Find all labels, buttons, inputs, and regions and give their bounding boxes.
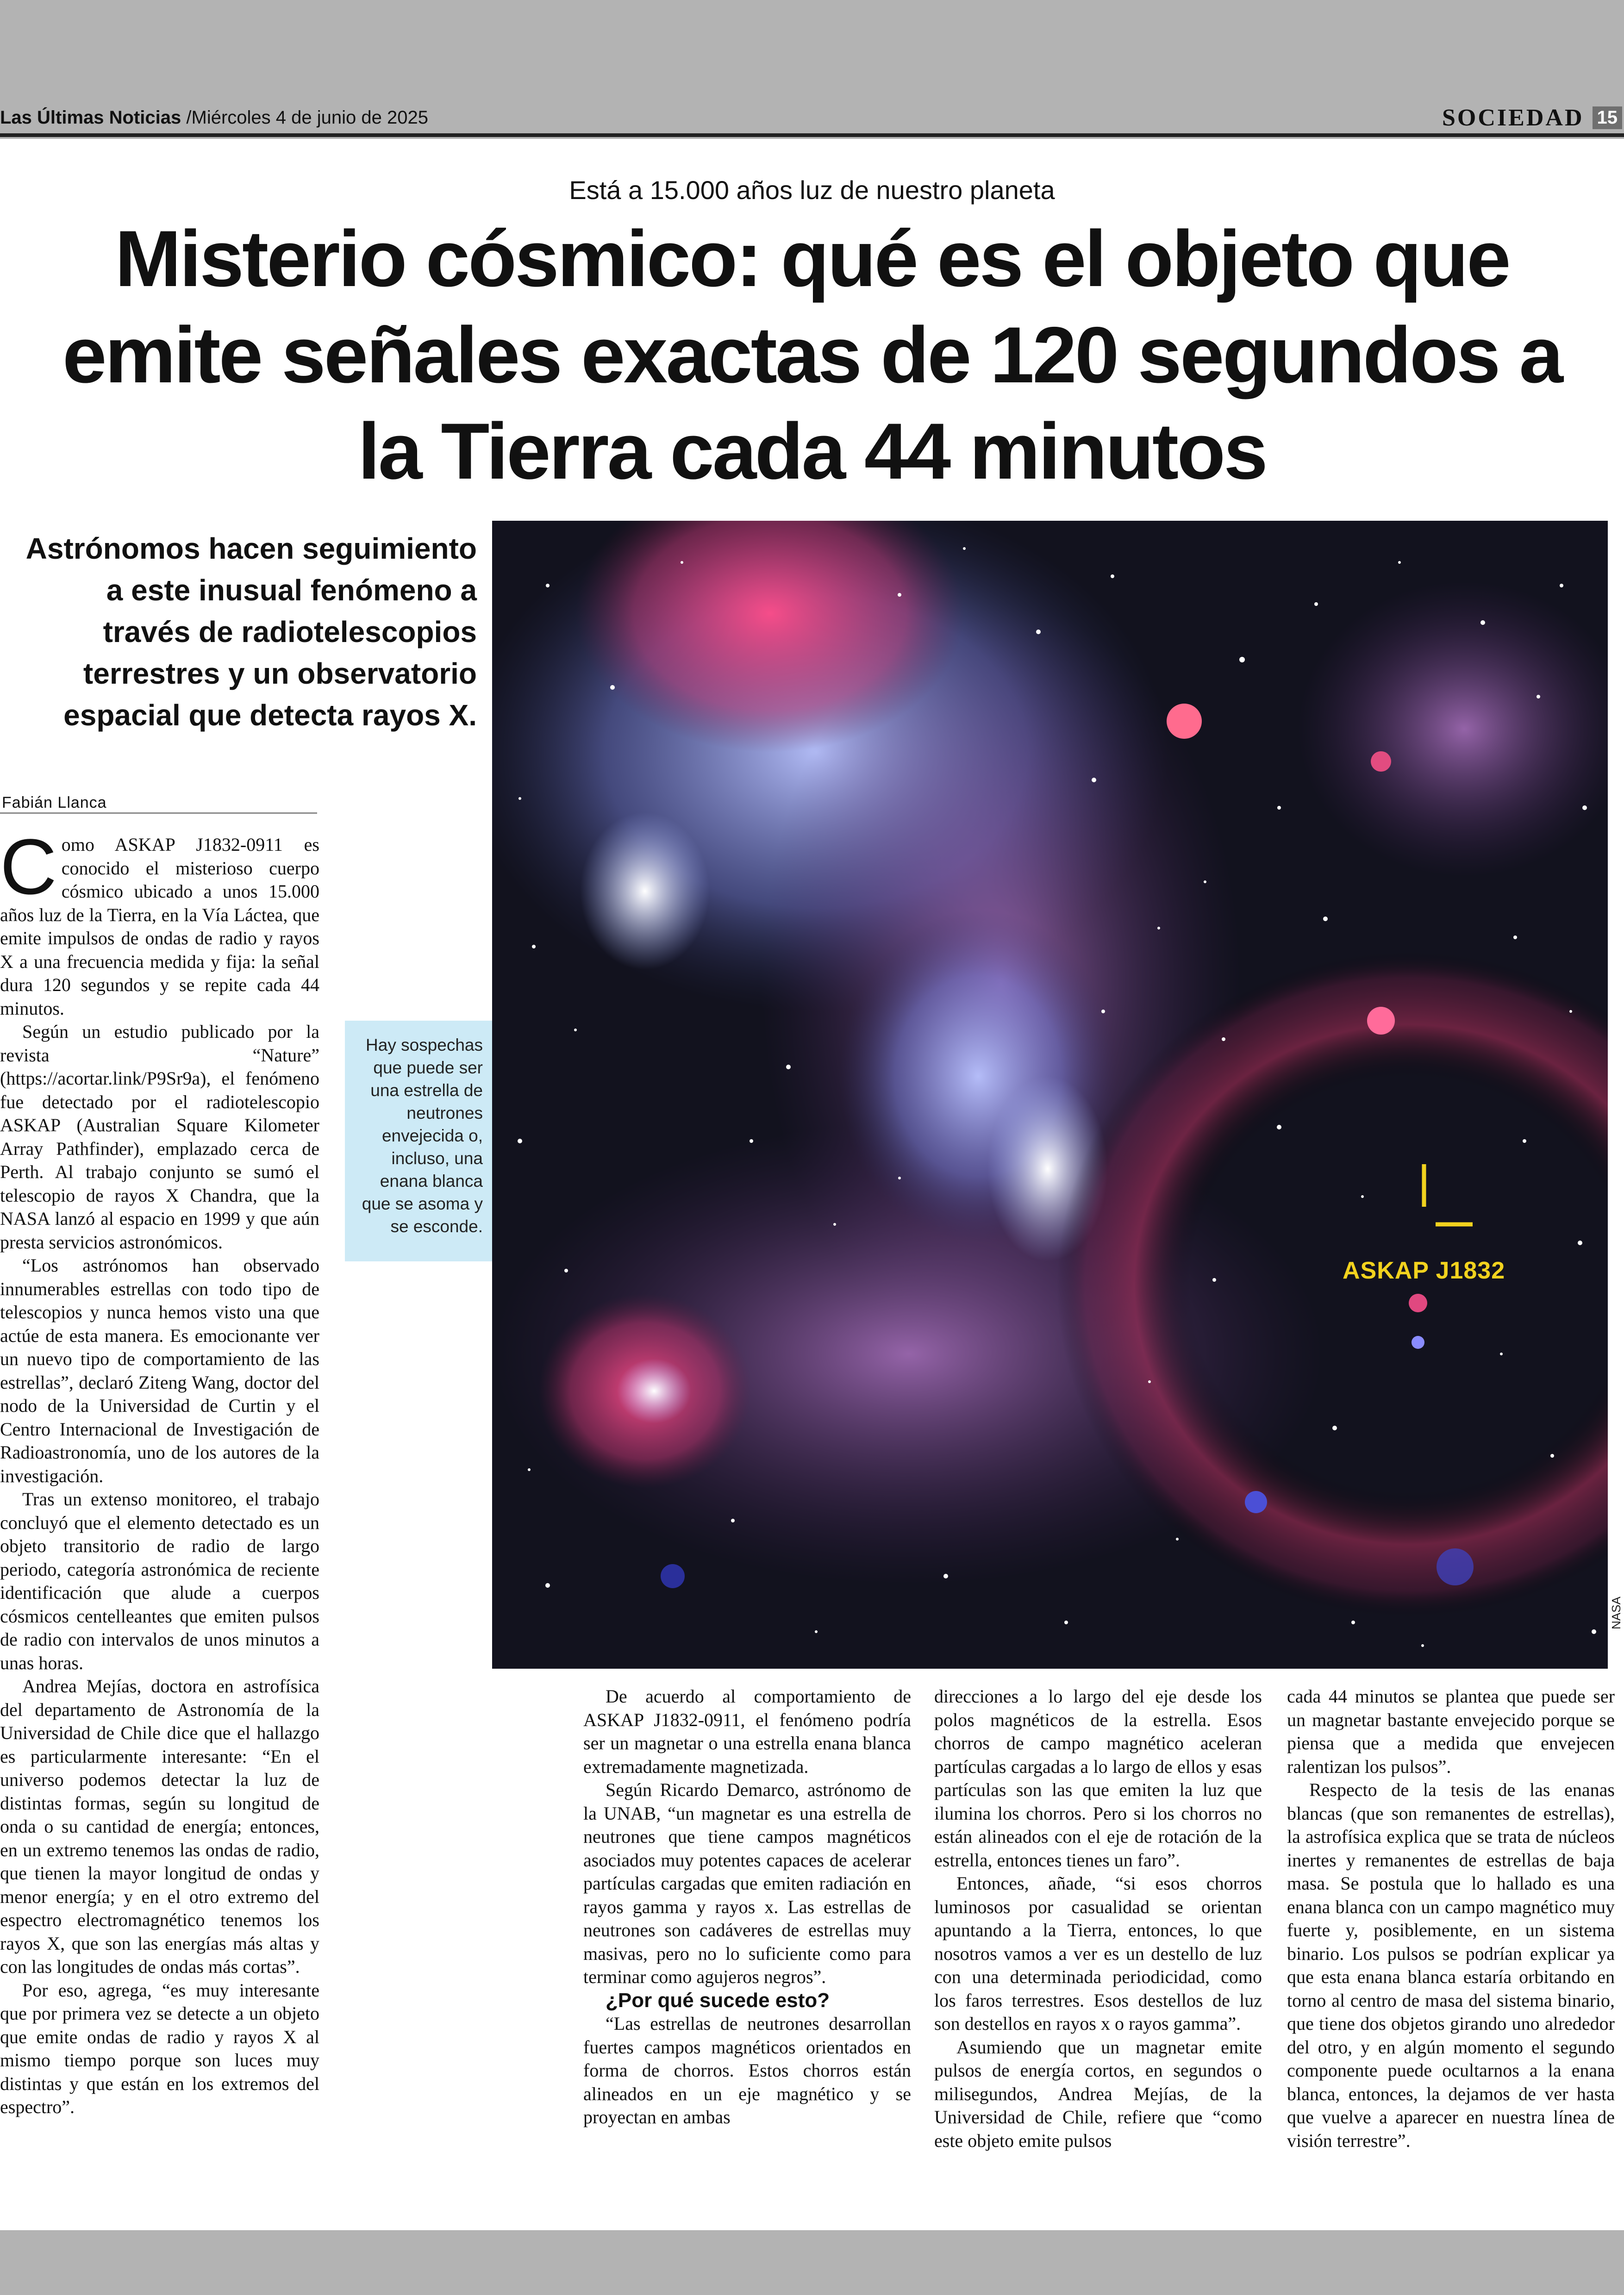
byline: Fabián Llanca <box>2 794 107 811</box>
paragraph: Tras un extenso monitoreo, el trabajo concluyó que el elemento detectado es un objeto transitorio de radio de largo periodo, categoría astronómica de reciente identificación que alude a cuerpos cósmicos centelleantes que emiten pulsos de radio con intervalos de unos minutos a unas horas. <box>0 1489 319 1673</box>
photo-credit: NASA <box>1609 1597 1623 1629</box>
masthead-separator: / <box>186 107 192 128</box>
body-column-2 <box>583 1685 911 2129</box>
paragraph: Según un estudio publicado por la revista “Nature” (https://acortar.link/P9Sr9a), el fenómeno fue detectado por el radiotelescopio ASKAP (Australian Square Kilometer Array Pathfinder), emplazado cerca de Perth. Al trabajo conjunto se sumó el telescopio de rayos X Chandra, que la NASA lanzó al espacio en 1999 y que aún presta servicios astronómicos. <box>0 1021 319 1253</box>
paragraph: Asumiendo que un magnetar emite pulsos de energía cortos, en segundos o milisegundos, Andrea Mejías, de la Universidad de Chile, refiere que “como este objeto emite pulsos <box>934 2036 1262 2151</box>
paragraph: cada 44 minutos se plantea que puede ser un magnetar bastante envejecido porque se piensa que a medida que envejecen ralentizan los pulsos”. <box>1287 1686 1615 1777</box>
body-column-3 <box>934 1685 1262 2152</box>
nebula-illustration <box>492 521 1608 1669</box>
byline-rule <box>0 812 317 814</box>
bottom-margin-bar <box>0 2230 1624 2295</box>
paragraph: Andrea Mejías, doctora en astrofísica del departamento de Astronomía de la Universidad de Chile dice que el hallazgo es particularmente interesante: “En el universo podemos detectar la luz de distintas formas, según su longitud de onda o su cantidad de energía; entonces, en un extremo tenemos las ondas de radio, que tienen la mayor longitud de ondas y menor energía; y en el otro extremo del espectro electromagnético tenemos los rayos X, que son las energías más altas y con las longitudes de ondas más cortas”. <box>0 1676 319 1977</box>
publication-date: Miércoles 4 de junio de 2025 <box>191 107 428 128</box>
paragraph: De acuerdo al comportamiento de ASKAP J1832-0911, el fenómeno podría ser un magnetar o una estrella enana blanca extremadamente magnetizada. <box>583 1686 911 1777</box>
section-name: SOCIEDAD <box>1442 104 1584 131</box>
nebula-photo <box>492 521 1608 1669</box>
section-header <box>1442 105 1622 131</box>
page-number: 15 <box>1593 106 1623 129</box>
askap-marker-label: ASKAP J1832 <box>1343 1257 1505 1284</box>
subheading: ¿Por qué sucede esto? <box>606 1989 830 2012</box>
article-kicker: Está a 15.000 años luz de nuestro planeta <box>569 175 1055 205</box>
publication-name: Las Últimas Noticias <box>0 107 181 128</box>
paragraph: omo ASKAP J1832-0911 es conocido el misterioso cuerpo cósmico ubicado a unos 15.000 años luz de la Tierra, en la Vía Láctea, que emite impulsos de ondas de radio y rayos X a una frecuencia medida y fija: la señal dura 120 segundos y se repite cada 44 minutos. <box>0 834 319 1019</box>
article-headline: Misterio cósmico: qué es el objeto que emite señales exactas de 120 segundos a la Tierra cada 44 minutos <box>62 214 1562 496</box>
body-column-1 <box>0 823 319 2119</box>
paragraph: “Los astrónomos han observado innumerables estrellas con todo tipo de telescopios y nunca hemos visto una que actúe de esta manera. Es emocionante ver un nuevo tipo de comportamiento de las estrellas”, declaró Ziteng Wang, doctor del nodo de la Universidad de Curtin y el Centro Internacional de Investigación de Radioastronomía, uno de los autores de la investigación. <box>0 1255 319 1486</box>
paragraph: Por eso, agrega, “es muy interesante que por primera vez se detecte a un objeto que emite ondas de radio y rayos X al mismo tiempo porque son luces muy distintas y que están en los extremos del espectro”. <box>0 1979 319 2117</box>
paragraph: Entonces, añade, “si esos chorros luminosos por casualidad se orientan apuntando a la Tierra, entonces, lo que nosotros vamos a ver es un destello de luz con una determinada periodicidad, como los faros terrestres. Esos destellos de luz son destellos en rayos x o rayos gamma”. <box>934 1873 1262 2034</box>
paragraph: direcciones a lo largo del eje desde los polos magnéticos de la estrella. Esos chorros de campo magnético aceleran partículas cargadas a lo largo de ellos y esas partículas son las que emiten la luz que ilumina los chorros. Pero si los chorros no están alineados con el eje de rotación de la estrella, entonces tienes un faro”. <box>934 1686 1262 1871</box>
drop-cap: C <box>0 823 57 911</box>
body-column-4 <box>1287 1685 1615 2152</box>
pull-quote: Hay sospechas que puede ser una estrella de neutrones envejecida o, incluso, una enana blanca que se asoma y se esconde. <box>362 1035 483 1236</box>
header-rule <box>0 133 1624 137</box>
masthead-line <box>0 107 428 133</box>
paragraph: “Las estrellas de neutrones desarrollan fuertes campos magnéticos orientados en forma de chorros. Estos chorros están alineados en un eje magnético y se proyectan en ambas <box>583 2013 911 2127</box>
paragraph: Respecto de la tesis de las enanas blancas (que son remanentes de estrellas), la astrofísica explica que se trata de núcleos inertes y remanentes de estrellas de baja masa. Se postula que lo hallado es una enana blanca con un campo magnético muy fuerte y, posiblemente, en un sistema binario. Los pulsos se podrían explicar ya que esta enana blanca estaría orbitando en torno al centro de masa del sistema binario, que tiene dos objetos girando uno alrededor del otro, y en algún momento el segundo componente puede ocultarnos a la enana blanca, entonces, la dejamos de ver hasta que vuelve a aparecer en nuestra línea de visión terrestre”. <box>1287 1779 1615 2151</box>
article-deck: Astrónomos hacen seguimiento a este inusual fenómeno a través de radiotelescopios terrestres y un observatorio espacial que detecta rayos X. <box>25 532 477 732</box>
paragraph: Según Ricardo Demarco, astrónomo de la UNAB, “un magnetar es una estrella de neutrones que tiene campos magnéticos asociados muy potentes capaces de acelerar partículas cargadas que emiten radiación en rayos gamma y rayos x. Las estrellas de neutrones son cadáveres de estrellas muy masivas, pero no lo suficiente como para terminar como agujeros negros”. <box>583 1779 911 1987</box>
pull-quote-box <box>345 1021 492 1261</box>
